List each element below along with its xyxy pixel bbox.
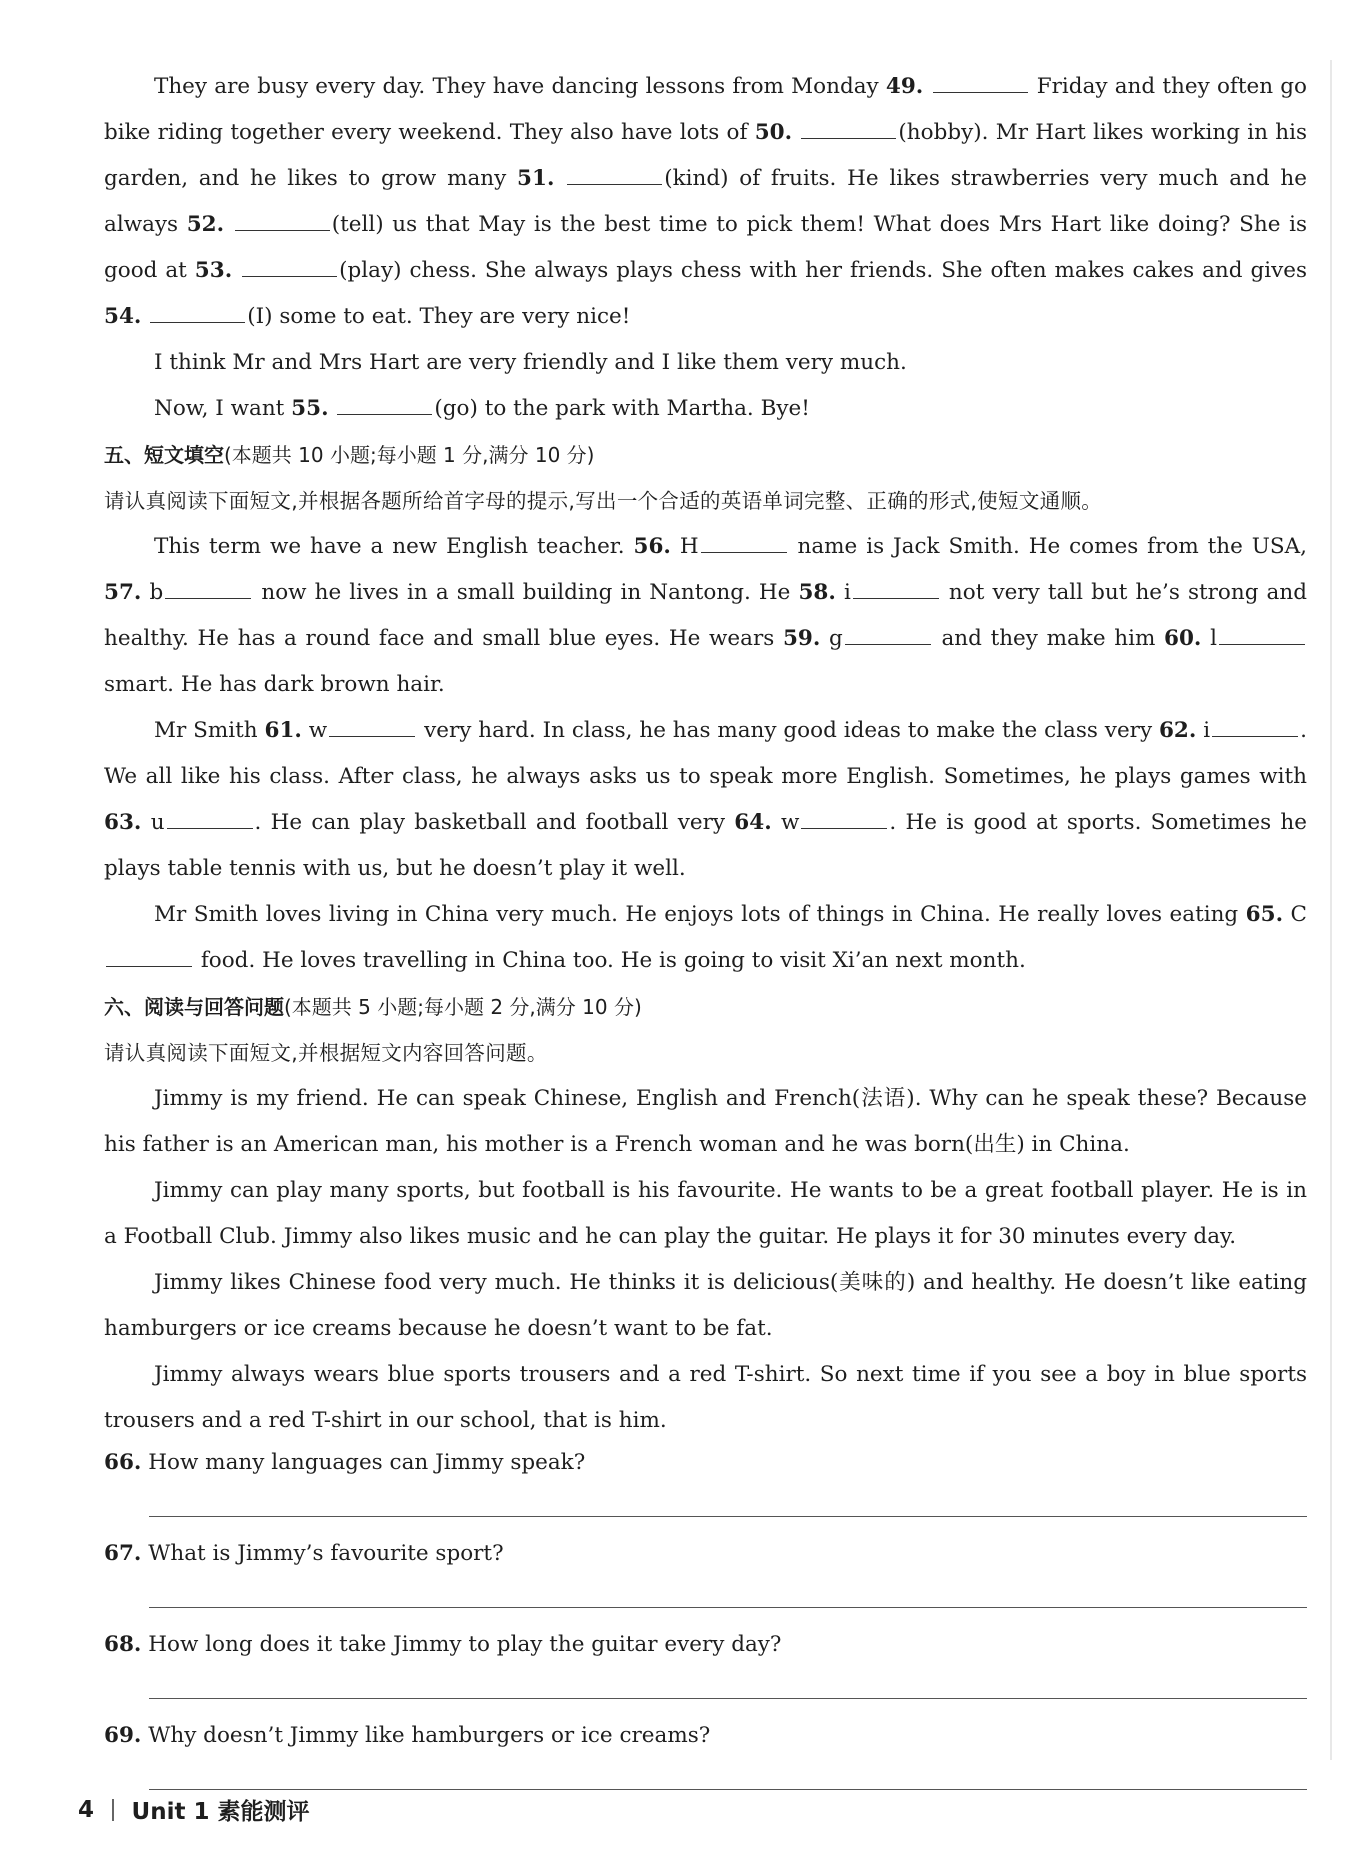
passage-paragraph: This term we have a new English teacher. 56. H name is Jack Smith. He comes from the USA, 57. b now he lives in a small building in Nantong. He 58. i not very tall but he’s strong and healthy. He has a round face and small blue eyes. He wears 59. g and they make him 60. l smart. He has dark brown hair. [104, 524, 1307, 708]
blank-64[interactable] [801, 806, 887, 829]
passage-paragraph: Mr Smith 61. w very hard. In class, he has many good ideas to make the class very 62. i . We all like his class. After class, he always asks us to speak more English. Sometimes, he plays games with 63. u . He can play basketball and football very 64. w . He is good at sports. Sometimes he plays table tennis with us, but he doesn’t play it well. [104, 708, 1307, 892]
blank-56[interactable] [701, 530, 787, 553]
page-footer [78, 1793, 309, 1826]
page-edge-shadow [1330, 60, 1332, 1760]
question-text: How many languages can Jimmy speak? [148, 1450, 586, 1475]
question-number: 66. [104, 1450, 142, 1475]
answer-line-68[interactable] [149, 1698, 1307, 1699]
blank-49[interactable] [933, 70, 1028, 93]
blank-53[interactable] [242, 254, 337, 277]
page-number: 4 [78, 1796, 95, 1823]
passage-paragraph: I think Mr and Mrs Hart are very friendly and I like them very much. [154, 350, 907, 375]
passage-paragraph: Now, I want 55. (go) to the park with Martha. Bye! [104, 386, 1307, 432]
section-five-title: 五、短文填空(本题共 10 小题;每小题 1 分,满分 10 分) [104, 443, 595, 467]
blank-65[interactable] [106, 944, 192, 967]
blank-54[interactable] [150, 300, 245, 323]
question-66 [104, 1440, 1307, 1486]
blank-55[interactable] [337, 392, 432, 415]
answer-line-69[interactable] [149, 1789, 1307, 1790]
answer-line-66[interactable] [149, 1516, 1307, 1517]
blank-59[interactable] [845, 622, 931, 645]
passage-four-continuation [104, 64, 1307, 432]
blank-60[interactable] [1219, 622, 1305, 645]
blank-62[interactable] [1212, 714, 1298, 737]
passage-paragraph: Jimmy likes Chinese food very much. He thinks it is delicious(美味的) and healthy. He doesn’t like eating hamburgers or ice creams because he doesn’t want to be fat. [104, 1270, 1307, 1341]
blank-61[interactable] [329, 714, 415, 737]
passage-paragraph: Jimmy is my friend. He can speak Chinese, English and French(法语). Why can he speak these? Because his father is an American man, his mother is a French woman and he was born(出生) in China. [104, 1086, 1307, 1157]
section-six-title: 六、阅读与回答问题(本题共 5 小题;每小题 2 分,满分 10 分) [104, 995, 642, 1019]
question-69 [104, 1713, 1307, 1759]
section-six-instruction: 请认真阅读下面短文,并根据短文内容回答问题。 [104, 1041, 548, 1065]
blank-52[interactable] [235, 208, 330, 231]
question-number: 67. [104, 1541, 142, 1566]
section-six [104, 984, 1307, 1444]
blank-63[interactable] [167, 806, 253, 829]
question-68 [104, 1622, 1307, 1668]
passage-paragraph: Jimmy always wears blue sports trousers and a red T-shirt. So next time if you see a boy in blue sports trousers and a red T-shirt in our school, that is him. [104, 1362, 1307, 1433]
blank-57[interactable] [165, 576, 251, 599]
question-number: 69. [104, 1723, 142, 1748]
passage-paragraph: They are busy every day. They have dancing lessons from Monday 49. Friday and they often go bike riding together every weekend. They also have lots of 50. (hobby). Mr Hart likes working in his garden, and he likes to grow many 51. (kind) of fruits. He likes strawberries very much and he always 52. (tell) us that May is the best time to pick them! What does Mrs Hart like doing? She is good at 53. (play) chess. She always plays chess with her friends. She often makes cakes and gives 54. (I) some to eat. They are very nice! [104, 64, 1307, 340]
answer-line-67[interactable] [149, 1607, 1307, 1608]
section-five [104, 432, 1307, 984]
unit-label: Unit 1 素能测评 [131, 1799, 310, 1825]
section-five-instruction: 请认真阅读下面短文,并根据各题所给首字母的提示,写出一个合适的英语单词完整、正确的形式,使短文通顺。 [104, 489, 1103, 513]
passage-paragraph: Jimmy can play many sports, but football is his favourite. He wants to be a great football player. He is in a Football Club. Jimmy also likes music and he can play the guitar. He plays it for 30 minutes every day. [104, 1178, 1307, 1249]
blank-51[interactable] [567, 162, 662, 185]
question-67 [104, 1531, 1307, 1577]
question-number: 68. [104, 1632, 142, 1657]
blank-58[interactable] [853, 576, 939, 599]
question-text: What is Jimmy’s favourite sport? [148, 1541, 504, 1566]
footer-divider [112, 1799, 114, 1821]
question-text: How long does it take Jimmy to play the guitar every day? [148, 1632, 782, 1657]
blank-50[interactable] [801, 116, 896, 139]
passage-paragraph: Mr Smith loves living in China very much. He enjoys lots of things in China. He really loves eating 65. C food. He loves travelling in China too. He is going to visit Xi’an next month. [104, 892, 1307, 984]
question-text: Why doesn’t Jimmy like hamburgers or ice creams? [148, 1723, 711, 1748]
